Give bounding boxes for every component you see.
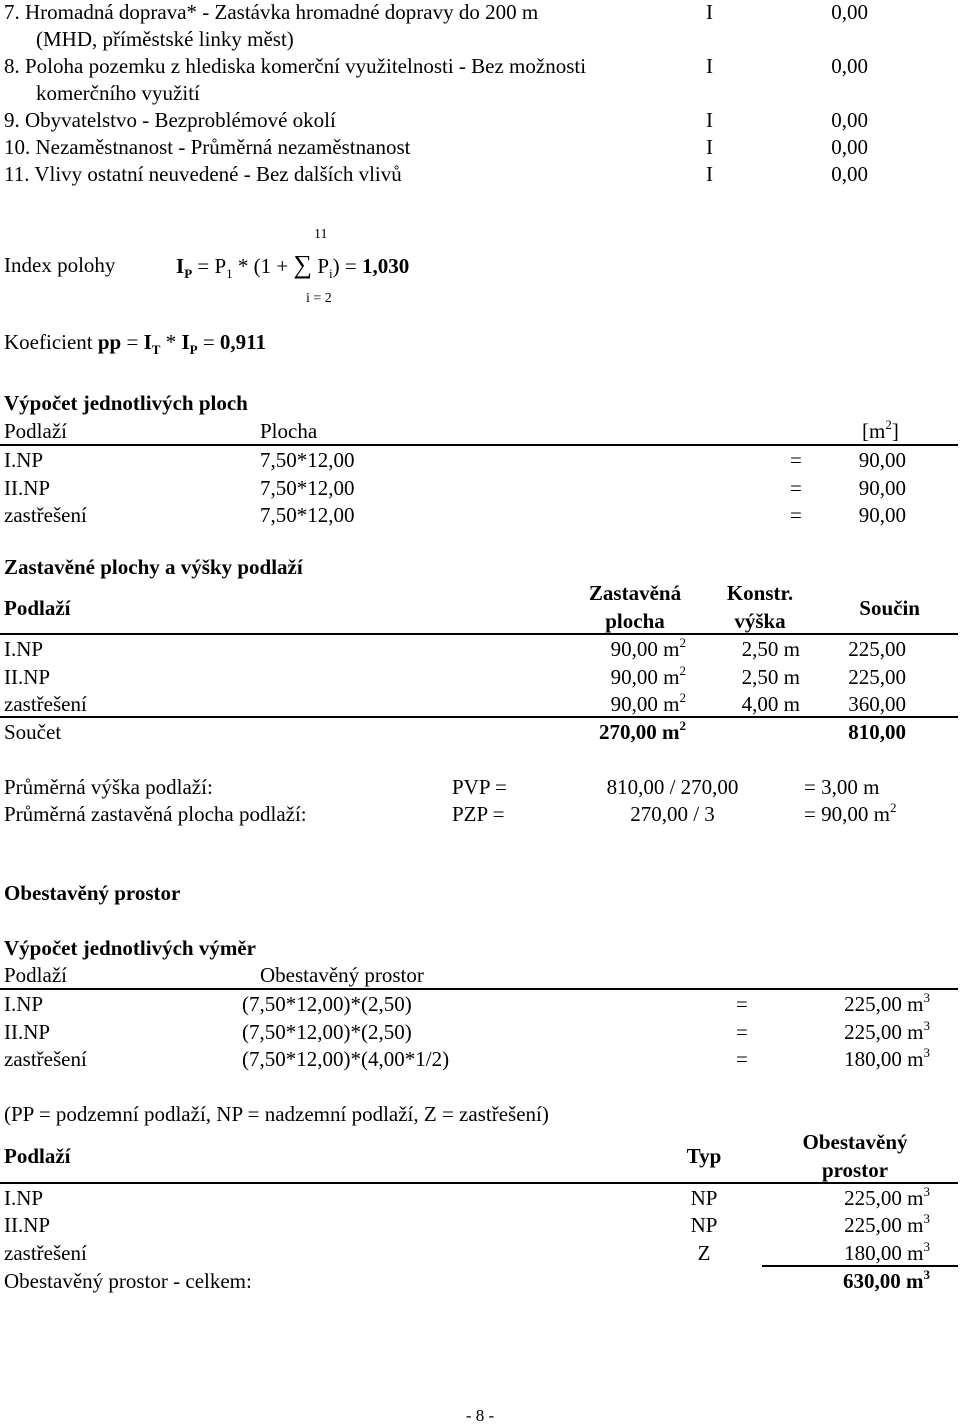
- table-row-soucin: 360,00: [848, 692, 906, 716]
- table-row-plocha: 90,00 $m^2$: [610, 635, 686, 661]
- table-row-vyska: 4,00 m: [741, 692, 800, 716]
- table-row-podlazi: I.NP: [4, 1186, 44, 1210]
- table-row-podlazi: I.NP: [4, 637, 44, 661]
- zastavene-total-soucin: 810,00: [848, 720, 906, 744]
- vymery-header-rule: [0, 988, 958, 990]
- plochy-header-unit: $[m^2]$: [862, 417, 899, 443]
- pzp-result: = 90,00 $m^2$: [804, 800, 897, 826]
- table-row-podlazi: zastřešení: [4, 1047, 87, 1071]
- table-row-eq: =: [790, 503, 802, 527]
- pvp-abbr: PVP =: [452, 775, 507, 799]
- index-polohy-equation: $I_P = P_1 * (1$ + ∑ $P_i) = 1,030$: [176, 250, 410, 282]
- factor-10-class: I: [706, 135, 713, 159]
- table-row-podlazi: II.NP: [4, 1213, 51, 1237]
- section-title-obestaveny: Obestavěný prostor: [4, 881, 181, 905]
- sigma-symbol: ∑: [293, 250, 313, 279]
- factor-8-text: 8. Poloha pozemku z hlediska komerční využitelnosti - Bez možnosti: [4, 54, 587, 78]
- pzp-label: Průměrná zastavěná plocha podlaží:: [4, 802, 307, 826]
- zastavene-total-label: Součet: [4, 720, 62, 744]
- section-subtitle-vymery: Výpočet jednotlivých výměr: [4, 936, 256, 960]
- table-row-plocha: 90,00 $m^2$: [610, 690, 686, 716]
- factor-11-text: 11. Vlivy ostatní neuvedené - Bez dalších vlivů: [4, 162, 402, 186]
- souhrn-total-value: 630,00 $m^3$: [843, 1267, 930, 1293]
- section-title-plochy: Výpočet jednotlivých ploch: [4, 391, 248, 415]
- table-row-vyska: 2,50 m: [741, 665, 800, 689]
- table-row-eq: =: [790, 476, 802, 500]
- koeficient-pp-result: 0,911: [219, 330, 267, 354]
- table-row-vzorec: (7,50*12,00)*(4,00*1/2): [242, 1047, 450, 1071]
- table-row-value: 90,00: [858, 448, 906, 472]
- factor-7-class: I: [706, 0, 713, 24]
- zastavene-header-vyska-2: výška: [734, 609, 786, 633]
- index-polohy-label: Index polohy: [4, 253, 116, 277]
- zastavene-header-podlazi: Podlaží: [4, 596, 71, 620]
- vymery-header-prostor: Obestavěný prostor: [260, 963, 424, 987]
- sum-lower-limit: i = 2: [306, 291, 332, 306]
- zastavene-total-plocha: 270,00 $m^2$: [599, 718, 686, 744]
- factor-11-value: 0,00: [831, 162, 868, 186]
- table-row-value: 225,00 $m^3$: [844, 990, 930, 1016]
- sum-upper-limit: 11: [314, 227, 328, 242]
- table-row-podlazi: zastřešení: [4, 692, 87, 716]
- pzp-expression: 270,00 / 3: [630, 802, 715, 826]
- souhrn-header-podlazi: Podlaží: [4, 1144, 71, 1168]
- table-row-typ: NP: [690, 1213, 718, 1237]
- pzp-abbr: PZP =: [452, 802, 505, 826]
- koeficient-pp-equation: Koeficient pp = $I_T * I_P = 0,911$: [4, 330, 267, 358]
- factor-7-value: 0,00: [831, 0, 868, 24]
- table-row-typ: Z: [697, 1241, 711, 1265]
- table-row-vyska: 2,50 m: [741, 637, 800, 661]
- factor-8-text-cont: komerčního využití: [36, 81, 200, 105]
- table-row-value: 180,00 $m^3$: [844, 1045, 930, 1071]
- table-row-podlazi: II.NP: [4, 476, 51, 500]
- page-number: - 8 -: [465, 1406, 495, 1425]
- factor-7-text: 7. Hromadná doprava* - Zastávka hromadné dopravy do 200 m: [4, 0, 539, 24]
- table-row-vzorec: (7,50*12,00)*(2,50): [242, 1020, 412, 1044]
- table-row-vzorec: 7,50*12,00: [260, 476, 355, 500]
- zastavene-header-rule: [0, 633, 958, 635]
- zastavene-header-plocha-1: Zastavěná: [588, 581, 682, 605]
- table-row-podlazi: zastřešení: [4, 503, 87, 527]
- table-row-value: 90,00: [858, 476, 906, 500]
- index-polohy-result: 1,030: [361, 254, 410, 278]
- zastavene-header-soucin: Součin: [859, 596, 920, 620]
- vymery-header-podlazi: Podlaží: [4, 963, 67, 987]
- factor-9-class: I: [706, 108, 713, 132]
- souhrn-total-label: Obestavěný prostor - celkem:: [4, 1269, 252, 1293]
- table-row-soucin: 225,00: [848, 665, 906, 689]
- table-row-eq: =: [736, 1047, 748, 1071]
- table-row-podlazi: II.NP: [4, 665, 51, 689]
- table-row-value: 180,00 $m^3$: [844, 1239, 930, 1265]
- table-row-podlazi: II.NP: [4, 1020, 51, 1044]
- factor-10-value: 0,00: [831, 135, 868, 159]
- plochy-header-rule: [0, 444, 958, 446]
- souhrn-header-rule: [0, 1182, 958, 1184]
- zastavene-header-plocha-2: plocha: [605, 609, 665, 633]
- legend-note: (PP = podzemní podlaží, NP = nadzemní podlaží, Z = zastřešení): [4, 1102, 549, 1126]
- table-row-vzorec: 7,50*12,00: [260, 503, 355, 527]
- zastavene-total-rule: [0, 716, 958, 718]
- factor-10-text: 10. Nezaměstnanost - Průměrná nezaměstnanost: [4, 135, 411, 159]
- table-row-value: 225,00 $m^3$: [844, 1211, 930, 1237]
- factor-11-class: I: [706, 162, 713, 186]
- table-row-podlazi: I.NP: [4, 448, 44, 472]
- table-row-vzorec: (7,50*12,00)*(2,50): [242, 992, 412, 1016]
- factor-8-value: 0,00: [831, 54, 868, 78]
- factor-8-class: I: [706, 54, 713, 78]
- table-row-eq: =: [736, 992, 748, 1016]
- plochy-header-plocha: Plocha: [260, 419, 318, 443]
- souhrn-header-typ: Typ: [686, 1144, 722, 1168]
- pvp-label: Průměrná výška podlaží:: [4, 775, 213, 799]
- zastavene-header-vyska-1: Konstr.: [726, 581, 794, 605]
- pvp-result: = 3,00 m: [804, 775, 880, 799]
- section-title-zastavene: Zastavěné plochy a výšky podlaží: [4, 555, 303, 579]
- factor-9-text: 9. Obyvatelstvo - Bezproblémové okolí: [4, 108, 336, 132]
- table-row-eq: =: [790, 448, 802, 472]
- table-row-vzorec: 7,50*12,00: [260, 448, 355, 472]
- factor-7-text-cont: (MHD, příměstské linky měst): [36, 27, 294, 51]
- table-row-podlazi: zastřešení: [4, 1241, 87, 1265]
- table-row-eq: =: [736, 1020, 748, 1044]
- table-row-value: 90,00: [858, 503, 906, 527]
- table-row-value: 225,00 $m^3$: [844, 1018, 930, 1044]
- table-row-plocha: 90,00 $m^2$: [610, 663, 686, 689]
- table-row-soucin: 225,00: [848, 637, 906, 661]
- table-row-typ: NP: [690, 1186, 718, 1210]
- table-row-podlazi: I.NP: [4, 992, 44, 1016]
- pvp-expression: 810,00 / 270,00: [606, 775, 739, 799]
- plochy-header-podlazi: Podlaží: [4, 419, 67, 443]
- table-row-value: 225,00 $m^3$: [844, 1184, 930, 1210]
- souhrn-header-prostor-1: Obestavěný: [802, 1130, 908, 1154]
- souhrn-header-prostor-2: prostor: [821, 1158, 889, 1182]
- factor-9-value: 0,00: [831, 108, 868, 132]
